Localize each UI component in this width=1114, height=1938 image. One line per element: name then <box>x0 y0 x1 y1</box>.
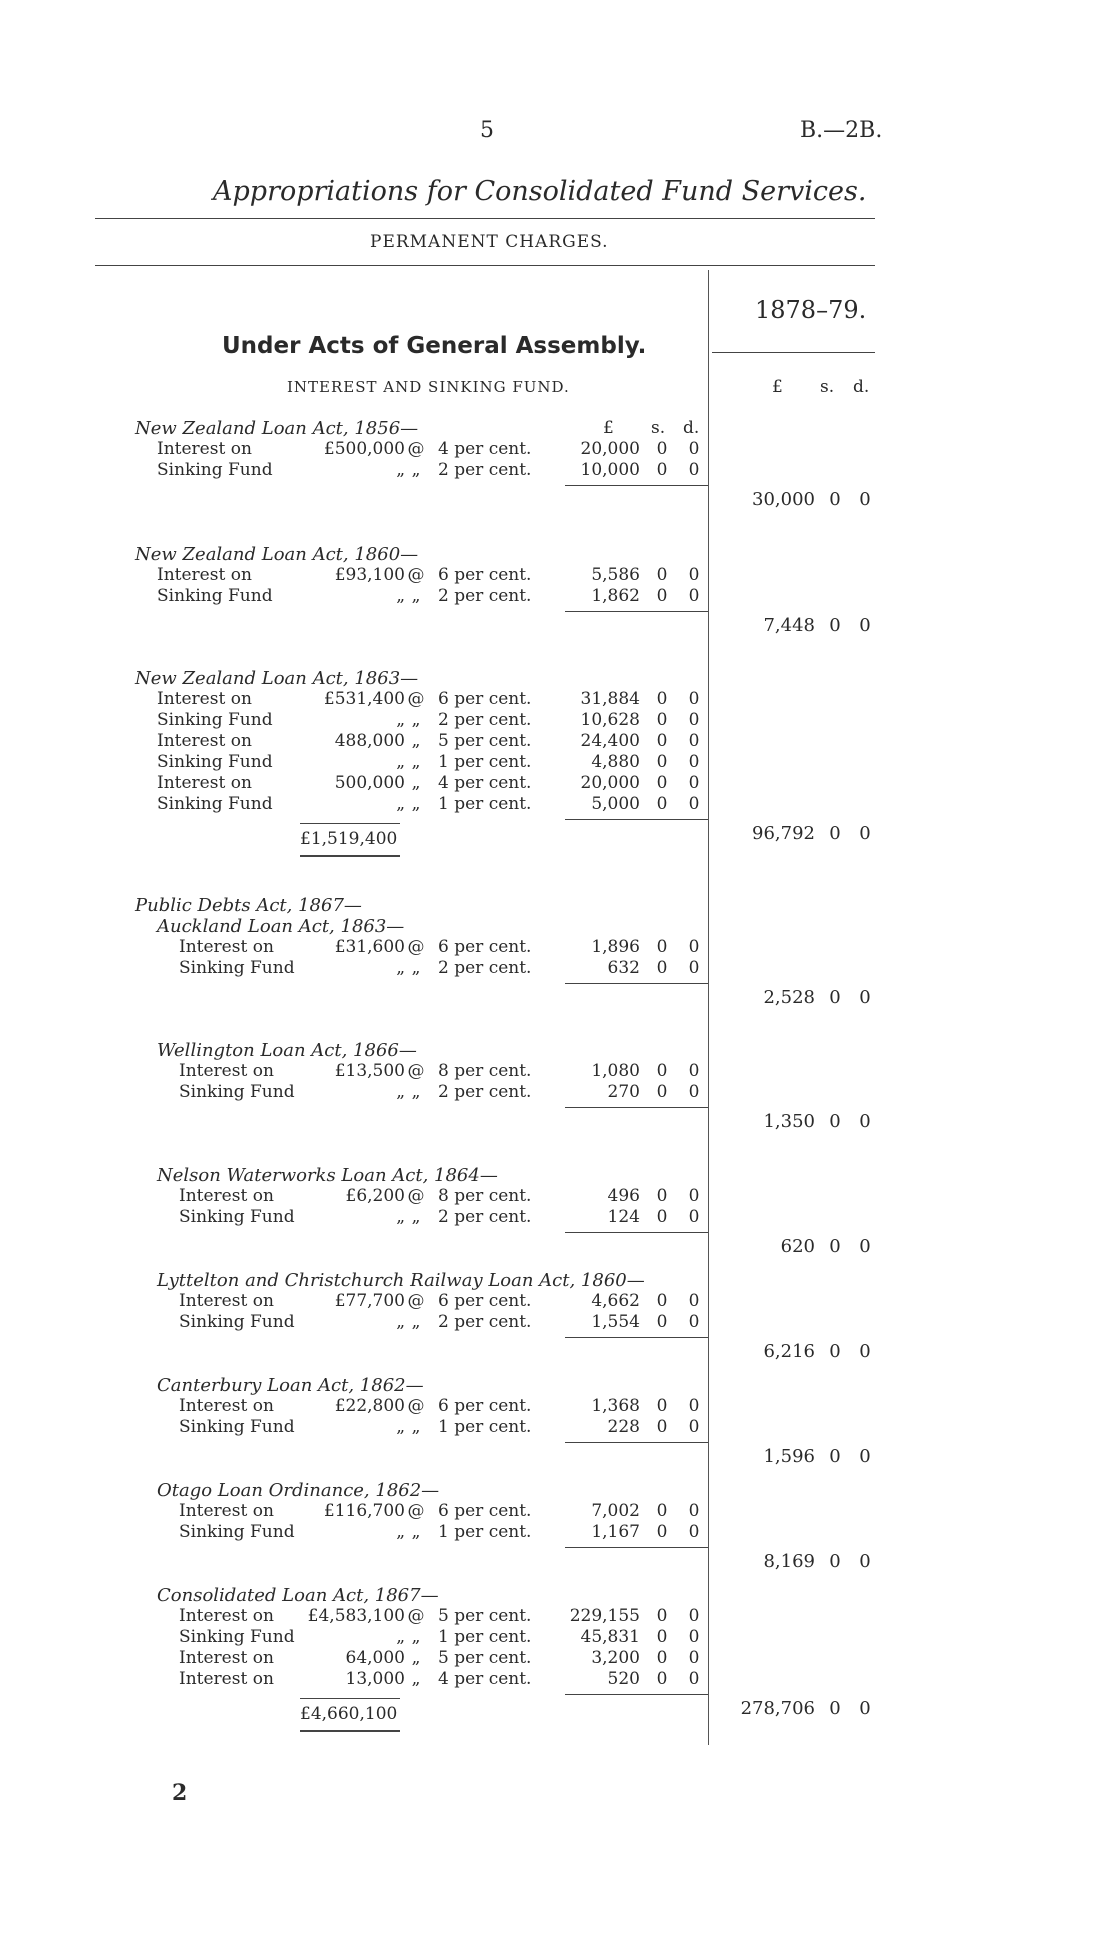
total-shillings-header: s. <box>820 377 835 397</box>
principal-subtotal: £4,660,100 <box>300 1704 398 1724</box>
total-pounds: 30,000 <box>752 489 815 510</box>
charge-label: Interest on <box>179 937 274 957</box>
line-pounds: 31,884 <box>580 689 640 709</box>
line-pence: 0 <box>688 689 700 709</box>
total-pence: 0 <box>859 615 871 636</box>
interest-rate: 2 per cent. <box>438 1207 532 1227</box>
subtotal-double-rule <box>300 1730 400 1732</box>
act-title: Nelson Waterworks Loan Act, 1864— <box>157 1165 498 1186</box>
line-shillings: 0 <box>656 1669 668 1689</box>
interest-rate: 2 per cent. <box>438 460 532 480</box>
line-shillings: 0 <box>656 1417 668 1437</box>
charge-line <box>0 1501 1114 1522</box>
line-shillings-header: s. <box>651 418 666 438</box>
charge-label: Interest on <box>179 1186 274 1206</box>
total-pounds: 7,448 <box>763 615 815 636</box>
sum-rule <box>565 983 708 984</box>
line-pence: 0 <box>688 710 700 730</box>
interest-rate: 4 per cent. <box>438 1669 532 1689</box>
total-pounds: 2,528 <box>763 987 815 1008</box>
charge-line <box>0 752 1114 773</box>
line-shillings: 0 <box>656 1396 668 1416</box>
interest-rate: 8 per cent. <box>438 1186 532 1206</box>
line-pounds: 20,000 <box>580 773 640 793</box>
line-shillings: 0 <box>656 1312 668 1332</box>
charge-label: Sinking Fund <box>179 1082 295 1102</box>
line-pence: 0 <box>688 1207 700 1227</box>
charge-label: Sinking Fund <box>179 1312 295 1332</box>
line-pence: 0 <box>688 439 700 459</box>
total-pence-header: d. <box>853 377 870 397</box>
group-total <box>695 823 895 845</box>
line-shillings: 0 <box>656 689 668 709</box>
line-pounds: 5,586 <box>591 565 640 585</box>
total-pence: 0 <box>859 987 871 1008</box>
total-pounds: 1,596 <box>763 1446 815 1467</box>
line-pounds: 1,554 <box>591 1312 640 1332</box>
line-shillings: 0 <box>656 773 668 793</box>
line-pence: 0 <box>688 1627 700 1647</box>
line-pence: 0 <box>688 773 700 793</box>
line-pence: 0 <box>688 752 700 772</box>
group-total <box>695 1236 895 1258</box>
line-shillings: 0 <box>656 1186 668 1206</box>
line-pence: 0 <box>688 1061 700 1081</box>
total-shillings: 0 <box>829 1341 841 1362</box>
sum-rule <box>565 1547 708 1548</box>
charge-line <box>0 1396 1114 1417</box>
fiscal-year: 1878–79. <box>755 296 867 324</box>
year-rule <box>712 352 875 353</box>
interest-rate: 2 per cent. <box>438 1312 532 1332</box>
line-pounds: 7,002 <box>591 1501 640 1521</box>
charge-line <box>0 1291 1114 1312</box>
line-pence: 0 <box>688 1606 700 1626</box>
at-symbol: „ <box>411 710 421 730</box>
line-shillings: 0 <box>656 1082 668 1102</box>
charge-line <box>0 1061 1114 1082</box>
charge-line <box>0 439 1114 460</box>
line-pounds: 4,662 <box>591 1291 640 1311</box>
loan-amount: £31,600 <box>334 937 405 957</box>
line-pence: 0 <box>688 731 700 751</box>
interest-rate: 1 per cent. <box>438 794 532 814</box>
interest-rate: 2 per cent. <box>438 710 532 730</box>
group-total <box>695 1551 895 1573</box>
loan-amount: „ <box>396 1207 405 1227</box>
group-total <box>695 1698 895 1720</box>
at-symbol: @ <box>407 1606 425 1626</box>
charge-label: Sinking Fund <box>157 710 273 730</box>
line-shillings: 0 <box>656 1606 668 1626</box>
charge-label: Interest on <box>157 731 252 751</box>
total-pounds: 620 <box>780 1236 815 1257</box>
line-pounds: 20,000 <box>580 439 640 459</box>
total-pence: 0 <box>859 1236 871 1257</box>
interest-rate: 6 per cent. <box>438 937 532 957</box>
charge-label: Sinking Fund <box>157 752 273 772</box>
charge-label: Sinking Fund <box>179 1627 295 1647</box>
charge-line <box>0 710 1114 731</box>
loan-amount: „ <box>396 710 405 730</box>
at-symbol: @ <box>407 565 425 585</box>
charge-line <box>0 731 1114 752</box>
total-shillings: 0 <box>829 615 841 636</box>
interest-rate: 2 per cent. <box>438 1082 532 1102</box>
interest-rate: 6 per cent. <box>438 1501 532 1521</box>
charge-label: Interest on <box>179 1606 274 1626</box>
total-pounds: 1,350 <box>763 1111 815 1132</box>
page-number: 5 <box>480 118 494 143</box>
charge-line <box>0 1207 1114 1228</box>
charge-label: Interest on <box>157 439 252 459</box>
loan-amount: „ <box>396 1312 405 1332</box>
sum-rule <box>565 611 708 612</box>
interest-rate: 1 per cent. <box>438 1417 532 1437</box>
at-symbol: „ <box>411 1417 421 1437</box>
total-pence: 0 <box>859 1111 871 1132</box>
at-symbol: „ <box>411 1648 421 1668</box>
total-pence: 0 <box>859 1551 871 1572</box>
at-symbol: „ <box>411 731 421 751</box>
charge-label: Interest on <box>179 1396 274 1416</box>
act-title: New Zealand Loan Act, 1860— <box>135 544 419 565</box>
line-pounds: 1,080 <box>591 1061 640 1081</box>
line-shillings: 0 <box>656 1648 668 1668</box>
line-pounds: 1,368 <box>591 1396 640 1416</box>
line-pounds: 5,000 <box>591 794 640 814</box>
at-symbol: @ <box>407 937 425 957</box>
at-symbol: @ <box>407 1396 425 1416</box>
line-pence-header: d. <box>683 418 700 438</box>
section-heading: Under Acts of General Assembly. <box>222 333 647 359</box>
line-shillings: 0 <box>656 1291 668 1311</box>
line-pounds: 632 <box>607 958 640 978</box>
interest-rate: 4 per cent. <box>438 773 532 793</box>
line-pence: 0 <box>688 1417 700 1437</box>
interest-rate: 5 per cent. <box>438 1606 532 1626</box>
loan-amount: „ <box>396 1627 405 1647</box>
line-pounds: 124 <box>607 1207 640 1227</box>
line-shillings: 0 <box>656 1627 668 1647</box>
line-pounds: 1,896 <box>591 937 640 957</box>
at-symbol: „ <box>411 1669 421 1689</box>
line-pounds-header: £ <box>603 418 614 438</box>
line-shillings: 0 <box>656 937 668 957</box>
charge-line <box>0 565 1114 586</box>
charge-line <box>0 586 1114 607</box>
sum-rule <box>565 819 708 820</box>
line-pence: 0 <box>688 1291 700 1311</box>
line-pence: 0 <box>688 1186 700 1206</box>
at-symbol: @ <box>407 689 425 709</box>
line-shillings: 0 <box>656 794 668 814</box>
act-title: Otago Loan Ordinance, 1862— <box>157 1480 440 1501</box>
charge-line <box>0 1522 1114 1543</box>
charge-label: Sinking Fund <box>179 1207 295 1227</box>
at-symbol: @ <box>407 1291 425 1311</box>
subtotal-rule <box>300 823 400 824</box>
signature-mark: 2 <box>172 1780 188 1806</box>
charge-line <box>0 1417 1114 1438</box>
at-symbol: @ <box>407 1501 425 1521</box>
group-total <box>695 1341 895 1363</box>
at-symbol: „ <box>411 773 421 793</box>
line-shillings: 0 <box>656 752 668 772</box>
loan-amount: „ <box>396 752 405 772</box>
charge-label: Sinking Fund <box>157 586 273 606</box>
group-total <box>695 615 895 637</box>
total-shillings: 0 <box>829 489 841 510</box>
sum-rule <box>565 1337 708 1338</box>
total-shillings: 0 <box>829 1236 841 1257</box>
loan-amount: £13,500 <box>334 1061 405 1081</box>
line-shillings: 0 <box>656 1061 668 1081</box>
charge-line <box>0 1648 1114 1669</box>
group-total <box>695 1446 895 1468</box>
charge-line <box>0 1606 1114 1627</box>
principal-subtotal: £1,519,400 <box>300 829 398 849</box>
line-pence: 0 <box>688 1396 700 1416</box>
interest-rate: 1 per cent. <box>438 752 532 772</box>
loan-amount: „ <box>396 1522 405 1542</box>
loan-amount: „ <box>396 460 405 480</box>
act-title: Auckland Loan Act, 1863— <box>157 916 405 937</box>
charge-label: Interest on <box>179 1669 274 1689</box>
charge-label: Interest on <box>179 1648 274 1668</box>
charge-label: Interest on <box>157 565 252 585</box>
at-symbol: „ <box>411 1312 421 1332</box>
line-pounds: 228 <box>607 1417 640 1437</box>
charge-label: Interest on <box>179 1501 274 1521</box>
loan-amount: 500,000 <box>334 773 405 793</box>
interest-rate: 6 per cent. <box>438 565 532 585</box>
total-shillings: 0 <box>829 987 841 1008</box>
interest-rate: 6 per cent. <box>438 1291 532 1311</box>
line-pence: 0 <box>688 794 700 814</box>
charge-label: Sinking Fund <box>157 460 273 480</box>
line-pence: 0 <box>688 1669 700 1689</box>
act-title: Wellington Loan Act, 1866— <box>157 1040 417 1061</box>
line-pence: 0 <box>688 1648 700 1668</box>
loan-amount: £22,800 <box>334 1396 405 1416</box>
line-pounds: 10,000 <box>580 460 640 480</box>
charge-line <box>0 1669 1114 1690</box>
total-pounds: 6,216 <box>763 1341 815 1362</box>
at-symbol: „ <box>411 1207 421 1227</box>
total-pounds: 278,706 <box>740 1698 815 1719</box>
sum-rule <box>565 485 708 486</box>
line-pence: 0 <box>688 1522 700 1542</box>
interest-rate: 1 per cent. <box>438 1522 532 1542</box>
sum-rule <box>565 1694 708 1695</box>
total-pence: 0 <box>859 1446 871 1467</box>
at-symbol: „ <box>411 1522 421 1542</box>
total-pence: 0 <box>859 1341 871 1362</box>
line-shillings: 0 <box>656 1207 668 1227</box>
charge-label: Sinking Fund <box>179 1522 295 1542</box>
charge-line <box>0 1186 1114 1207</box>
total-shillings: 0 <box>829 1551 841 1572</box>
line-shillings: 0 <box>656 1501 668 1521</box>
line-pounds: 1,167 <box>591 1522 640 1542</box>
line-shillings: 0 <box>656 731 668 751</box>
loan-amount: „ <box>396 586 405 606</box>
subtotal-rule <box>300 1698 400 1699</box>
charge-line <box>0 1627 1114 1648</box>
line-pence: 0 <box>688 1501 700 1521</box>
interest-rate: 1 per cent. <box>438 1627 532 1647</box>
total-pounds: 8,169 <box>763 1551 815 1572</box>
interest-rate: 2 per cent. <box>438 586 532 606</box>
at-symbol: „ <box>411 586 421 606</box>
total-shillings: 0 <box>829 1446 841 1467</box>
at-symbol: @ <box>407 439 425 459</box>
loan-amount: £116,700 <box>323 1501 405 1521</box>
at-symbol: „ <box>411 794 421 814</box>
line-pounds: 3,200 <box>591 1648 640 1668</box>
at-symbol: @ <box>407 1061 425 1081</box>
act-title: Consolidated Loan Act, 1867— <box>157 1585 439 1606</box>
charge-line <box>0 1312 1114 1333</box>
line-shillings: 0 <box>656 710 668 730</box>
line-pounds: 45,831 <box>580 1627 640 1647</box>
interest-rate: 6 per cent. <box>438 689 532 709</box>
loan-amount: „ <box>396 1082 405 1102</box>
line-pounds: 270 <box>607 1082 640 1102</box>
line-pence: 0 <box>688 1082 700 1102</box>
line-pounds: 229,155 <box>569 1606 640 1626</box>
line-shillings: 0 <box>656 439 668 459</box>
interest-rate: 5 per cent. <box>438 731 532 751</box>
line-shillings: 0 <box>656 958 668 978</box>
loan-amount: £6,200 <box>345 1186 405 1206</box>
charge-line <box>0 460 1114 481</box>
total-shillings: 0 <box>829 823 841 844</box>
line-pence: 0 <box>688 460 700 480</box>
subtotal-double-rule <box>300 855 400 857</box>
line-pounds: 4,880 <box>591 752 640 772</box>
charge-label: Sinking Fund <box>157 794 273 814</box>
line-pounds: 10,628 <box>580 710 640 730</box>
subtitle: PERMANENT CHARGES. <box>370 232 609 252</box>
line-pounds: 496 <box>607 1186 640 1206</box>
loan-amount: £500,000 <box>323 439 405 459</box>
loan-amount: „ <box>396 958 405 978</box>
total-shillings: 0 <box>829 1698 841 1719</box>
interest-rate: 6 per cent. <box>438 1396 532 1416</box>
charge-line <box>0 958 1114 979</box>
line-pounds: 24,400 <box>580 731 640 751</box>
act-title: Lyttelton and Christchurch Railway Loan Act, 1860— <box>157 1270 645 1291</box>
line-pounds: 520 <box>607 1669 640 1689</box>
parent-act-title: Public Debts Act, 1867— <box>135 895 362 916</box>
interest-rate: 2 per cent. <box>438 958 532 978</box>
page-title: Appropriations for Consolidated Fund Services. <box>213 176 867 207</box>
loan-amount: „ <box>396 1417 405 1437</box>
charge-label: Interest on <box>157 689 252 709</box>
total-pounds-header: £ <box>772 377 783 397</box>
line-shillings: 0 <box>656 565 668 585</box>
line-shillings: 0 <box>656 1522 668 1542</box>
act-title: Canterbury Loan Act, 1862— <box>157 1375 424 1396</box>
title-rule <box>95 218 875 219</box>
group-total <box>695 987 895 1009</box>
at-symbol: „ <box>411 460 421 480</box>
subtitle-rule <box>95 265 875 266</box>
at-symbol: „ <box>411 958 421 978</box>
subsection-heading: INTEREST AND SINKING FUND. <box>287 378 570 396</box>
line-shillings: 0 <box>656 586 668 606</box>
at-symbol: „ <box>411 1082 421 1102</box>
charge-label: Sinking Fund <box>179 1417 295 1437</box>
total-pence: 0 <box>859 489 871 510</box>
charge-label: Interest on <box>179 1061 274 1081</box>
loan-amount: £77,700 <box>334 1291 405 1311</box>
charge-label: Interest on <box>179 1291 274 1311</box>
at-symbol: „ <box>411 752 421 772</box>
charge-line <box>0 773 1114 794</box>
line-pounds: 1,862 <box>591 586 640 606</box>
sum-rule <box>565 1232 708 1233</box>
total-pence: 0 <box>859 1698 871 1719</box>
charge-label: Interest on <box>157 773 252 793</box>
loan-amount: £531,400 <box>323 689 405 709</box>
charge-line <box>0 794 1114 815</box>
line-pence: 0 <box>688 565 700 585</box>
loan-amount: 488,000 <box>334 731 405 751</box>
group-total <box>695 489 895 511</box>
interest-rate: 8 per cent. <box>438 1061 532 1081</box>
at-symbol: @ <box>407 1186 425 1206</box>
loan-amount: „ <box>396 794 405 814</box>
line-shillings: 0 <box>656 460 668 480</box>
charge-line <box>0 689 1114 710</box>
interest-rate: 5 per cent. <box>438 1648 532 1668</box>
total-pence: 0 <box>859 823 871 844</box>
sum-rule <box>565 1442 708 1443</box>
line-pence: 0 <box>688 586 700 606</box>
charge-line <box>0 1082 1114 1103</box>
loan-amount: £93,100 <box>334 565 405 585</box>
loan-amount: £4,583,100 <box>307 1606 405 1626</box>
act-title: New Zealand Loan Act, 1863— <box>135 668 419 689</box>
line-pence: 0 <box>688 937 700 957</box>
group-total <box>695 1111 895 1133</box>
act-title: New Zealand Loan Act, 1856— <box>135 418 419 439</box>
loan-amount: 13,000 <box>345 1669 405 1689</box>
sum-rule <box>565 1107 708 1108</box>
interest-rate: 4 per cent. <box>438 439 532 459</box>
total-pounds: 96,792 <box>752 823 815 844</box>
loan-amount: 64,000 <box>345 1648 405 1668</box>
total-shillings: 0 <box>829 1111 841 1132</box>
line-pence: 0 <box>688 1312 700 1332</box>
charge-label: Sinking Fund <box>179 958 295 978</box>
at-symbol: „ <box>411 1627 421 1647</box>
line-pence: 0 <box>688 958 700 978</box>
charge-line <box>0 937 1114 958</box>
document-reference: B.—2B. <box>800 118 883 143</box>
